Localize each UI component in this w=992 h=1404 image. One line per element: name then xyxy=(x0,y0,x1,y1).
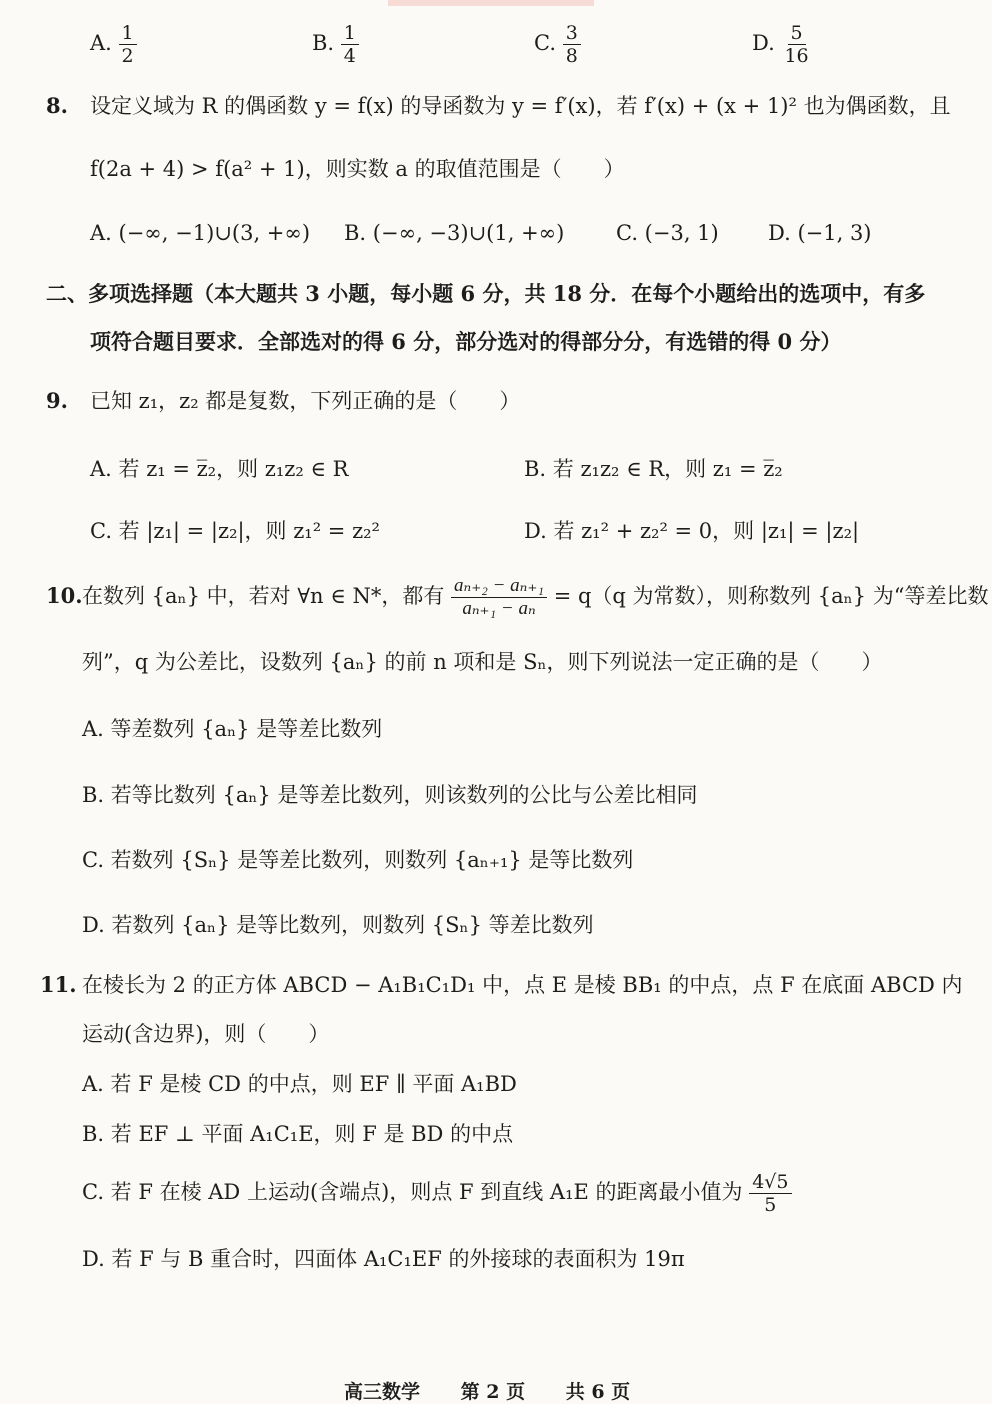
page-footer xyxy=(344,1377,664,1404)
option-a: A. $\frac{1}{2}$ xyxy=(90,22,137,67)
fraction: $\frac{1}{4}$ xyxy=(341,22,359,67)
question-stem: 设定义域为 R 的偶函数 y = f(x) 的导函数为 y = f′(x)，若 f′(x) + (x + 1)² 也为偶函数，且 xyxy=(90,94,951,118)
option-d: D. $\frac{5}{16}$ xyxy=(752,22,812,67)
option-b: B. (−∞, −3)∪(1, +∞) xyxy=(344,221,565,245)
fraction: $\frac{4√5}{5}$ xyxy=(749,1171,791,1216)
option-b: B. 若 z₁z₂ ∈ R，则 z₁ = z̅₂ xyxy=(524,457,783,481)
option-c: C. 若 |z₁| = |z₂|，则 z₁² = z₂² xyxy=(90,519,380,543)
option-a: A. 若 F 是棱 CD 的中点，则 EF ∥ 平面 A₁BD xyxy=(82,1072,517,1096)
option-a: A. 等差数列 {aₙ} 是等差比数列 xyxy=(82,717,383,741)
option-d: D. (−1, 3) xyxy=(768,221,872,245)
footer-total-pages: 共 6 页 xyxy=(565,1381,631,1403)
option-b: B. 若 EF ⊥ 平面 A₁C₁E，则 F 是 BD 的中点 xyxy=(82,1122,514,1146)
question-stem: 已知 z₁，z₂ 都是复数，下列正确的是（ ） xyxy=(90,389,521,413)
option-c: C. 若 F 在棱 AD 上运动(含端点)，则点 F 到直线 A₁E 的距离最小值为 $\frac{4√5}{5}$ xyxy=(82,1166,792,1218)
option-b: B. 若等比数列 {aₙ} 是等差比数列，则该数列的公比与公差比相同 xyxy=(82,783,698,807)
option-c: C. (−3, 1) xyxy=(616,221,719,245)
option-d: D. 若 z₁² + z₂² = 0，则 |z₁| = |z₂| xyxy=(524,519,860,543)
question-number: 8. xyxy=(46,93,68,118)
option-a: A. 若 z₁ = z̅₂，则 z₁z₂ ∈ R xyxy=(90,457,349,481)
question-number: 10. xyxy=(46,583,83,608)
fraction: $\frac{1}{2}$ xyxy=(119,22,137,67)
question-stem-continued: 运动(含边界)，则（ ） xyxy=(82,1022,330,1046)
section-heading-line-2: 项符合题目要求．全部选对的得 6 分，部分选对的得部分分，有选错的得 0 分） xyxy=(90,329,842,354)
question-number: 11. xyxy=(40,972,77,997)
ratio-fraction: $\frac{\text{aₙ₊₂ − aₙ₊₁}}{\text{aₙ₊₁ − aₙ}}$ xyxy=(451,575,547,620)
option-b: B. $\frac{1}{4}$ xyxy=(312,22,359,67)
section-heading-line-1: 二、多项选择题（本大题共 3 小题，每小题 6 分，共 18 分．在每个小题给出的选项中，有多 xyxy=(46,281,926,306)
fraction: $\frac{5}{16}$ xyxy=(784,22,809,67)
option-d: D. 若数列 {aₙ} 是等比数列，则数列 {Sₙ} 等差比数列 xyxy=(82,913,594,937)
fraction: $\frac{3}{8}$ xyxy=(563,22,581,67)
option-c: C. $\frac{3}{8}$ xyxy=(534,22,581,67)
question-number: 9. xyxy=(46,388,68,413)
option-c: C. 若数列 {Sₙ} 是等差比数列，则数列 {aₙ₊₁} 是等比数列 xyxy=(82,848,634,872)
footer-subject: 高三数学 xyxy=(344,1381,421,1403)
option-d: D. 若 F 与 B 重合时，四面体 A₁C₁EF 的外接球的表面积为 19π xyxy=(82,1247,685,1271)
footer-page-number: 第 2 页 xyxy=(460,1381,526,1403)
option-a: A. (−∞, −1)∪(3, +∞) xyxy=(90,221,311,245)
question-stem: 在棱长为 2 的正方体 ABCD − A₁B₁C₁D₁ 中，点 E 是棱 BB₁ 的中点，点 F 在底面 ABCD 内 xyxy=(82,973,963,997)
question-stem: 在数列 {aₙ} 中，若对 ∀n ∈ N*，都有 $\frac{\text{aₙ₊₂ − aₙ₊₁}}{\text{aₙ₊₁ − aₙ}}$ = q（q 为常数），则称数列 {aₙ} 为“等差比数 xyxy=(82,575,989,619)
top-edge-mark xyxy=(388,0,594,6)
question-stem-continued: 列”，q 为公差比，设数列 {aₙ} 的前 n 项和是 Sₙ，则下列说法一定正确的是（ ） xyxy=(82,650,883,674)
question-stem-continued: f(2a + 4) > f(a² + 1)，则实数 a 的取值范围是（ ） xyxy=(90,157,625,181)
